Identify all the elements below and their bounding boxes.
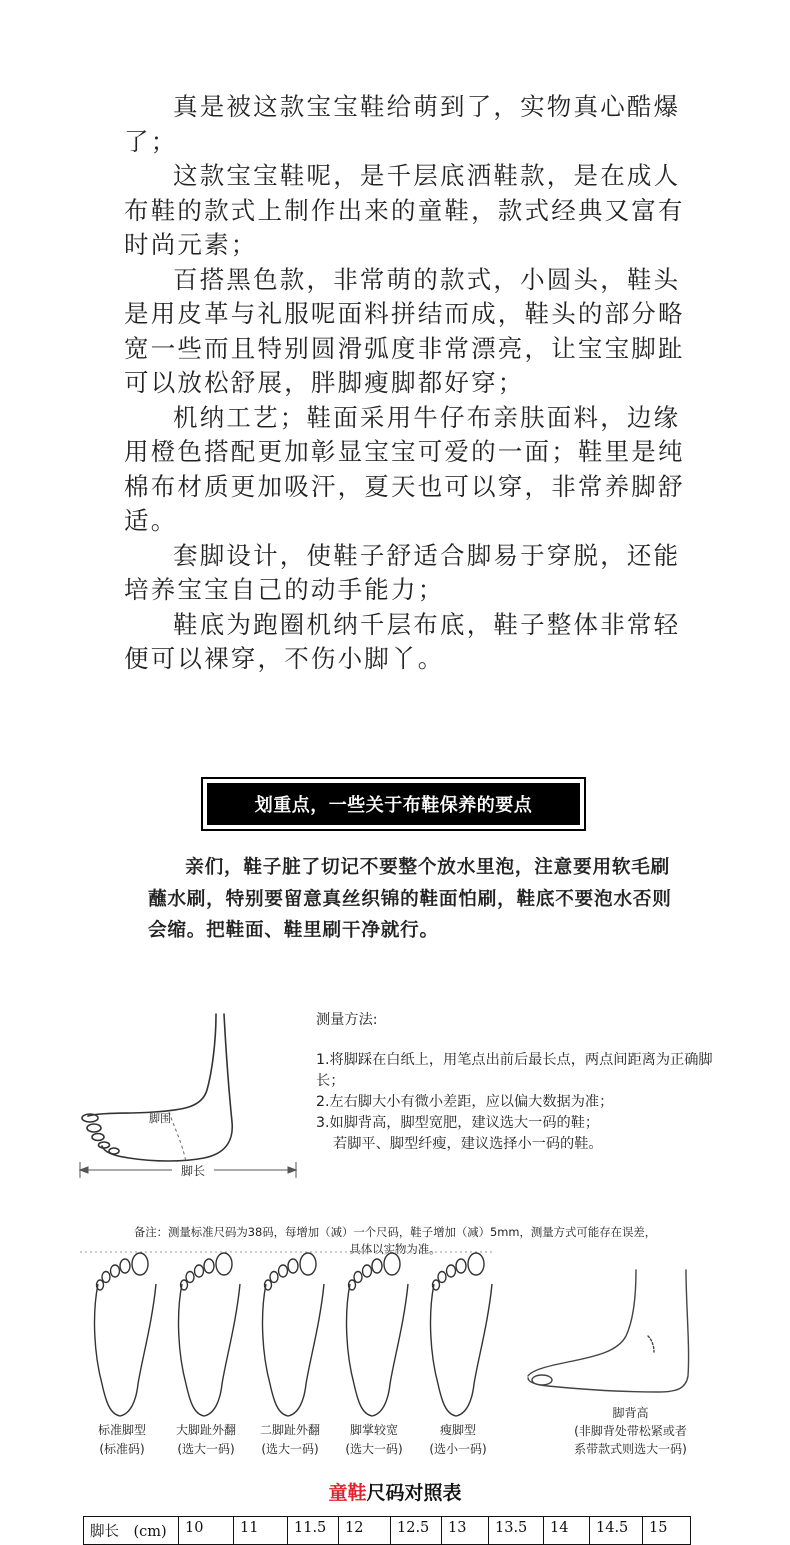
foot-type-advice: (选大一码) [177, 1442, 235, 1456]
description-paragraph: 机纳工艺；鞋面采用牛仔布亲肤面料，边缘用橙色搭配更加彰显宝宝可爱的一面；鞋里是纯棉布材质更加吸汗，夏天也可以穿，非常养脚舒适。 [124, 402, 685, 535]
size-chart-table [83, 1516, 691, 1545]
measurement-note-line: 备注：测量标准尺码为38码，每增加（减）一个尺码，鞋子增加（减）5mm，测量方式可能存在误差， [133, 1225, 657, 1239]
high-instep-label [548, 1404, 713, 1458]
size-row-label: 脚长 (cm) [84, 1517, 179, 1545]
size-cell: 14.5 [590, 1517, 643, 1545]
foot-type-name: 瘦脚型 [439, 1423, 476, 1437]
measurement-step: 若脚平、脚型纤瘦，建议选择小一码的鞋。 [333, 1136, 603, 1152]
size-cell: 15 [643, 1517, 691, 1545]
foot-type-advice: (选大一码) [345, 1442, 403, 1456]
table-row [84, 1517, 691, 1545]
foot-length-label: 脚长 [180, 1164, 206, 1178]
size-cell: 11 [234, 1517, 288, 1545]
foot-type-name: 大脚趾外翻 [175, 1423, 236, 1437]
instep-girth-label: 脚围 [149, 1112, 171, 1125]
size-cell: 13 [442, 1517, 489, 1545]
care-instructions: 亲们，鞋子脏了切记不要整个放水里泡，注意要用软毛刷蘸水刷，特别要留意真丝织锦的鞋面怕刷，鞋底不要泡水否则会缩。把鞋面、鞋里刷干净就行。 [148, 857, 672, 941]
foot-type-slim [414, 1421, 502, 1459]
instep-name: 脚背高 [612, 1406, 649, 1420]
foot-type-wide [330, 1421, 418, 1459]
measurement-step: 2.左右脚大小有微小差距，应以偏大数据为准； [316, 1094, 614, 1110]
foot-type-name: 脚掌较宽 [349, 1423, 398, 1437]
measurement-method [316, 1010, 736, 1155]
description-paragraph: 套脚设计，使鞋子舒适合脚易于穿脱，还能培养宝宝自己的动手能力； [124, 540, 681, 604]
foot-type-advice: (选小一码) [429, 1442, 487, 1456]
foot-side-illustration [74, 1012, 304, 1182]
size-cell: 14 [544, 1517, 590, 1545]
description-paragraph: 这款宝宝鞋呢，是千层底洒鞋款，是在成人布鞋的款式上制作出来的童鞋，款式经典又富有时尚元素； [124, 161, 685, 259]
size-chart-title-rest: 尺码对照表 [366, 1482, 462, 1504]
product-description [124, 90, 690, 677]
description-paragraph: 百搭黑色款，非常萌的款式，小圆头，鞋头是用皮革与礼服呢面料拼结而成，鞋头的部分略宽一些而且特别圆滑弧度非常漂亮，让宝宝脚趾可以放松舒展，胖脚瘦脚都好穿； [124, 264, 685, 397]
foot-type-name: 标准脚型 [97, 1423, 146, 1437]
description-paragraph: 鞋底为跑圈机纳千层布底，鞋子整体非常轻便可以裸穿，不伤小脚丫。 [124, 609, 681, 673]
high-instep-illustration [518, 1266, 703, 1400]
size-cell: 10 [179, 1517, 234, 1545]
foot-type-second-toe-valgus [246, 1421, 334, 1459]
measurement-step: 1.将脚踩在白纸上，用笔点出前后最长点，两点间距离为正确脚长； [316, 1052, 713, 1089]
size-cell: 13.5 [489, 1517, 544, 1545]
foot-type-advice: (选大一码) [261, 1442, 319, 1456]
foot-type-name: 二脚趾外翻 [259, 1423, 320, 1437]
size-cell: 12.5 [391, 1517, 442, 1545]
size-chart-title [0, 1478, 790, 1505]
care-banner [201, 777, 586, 831]
size-chart-title-highlight: 童鞋 [328, 1482, 367, 1504]
measurement-step: 3.如脚背高，脚型宽肥，建议选大一码的鞋； [316, 1115, 600, 1131]
instep-advice: (非脚背处带松紧或者 [574, 1424, 687, 1438]
description-paragraph: 真是被这款宝宝鞋给萌到了，实物真心酷爆了； [124, 92, 681, 156]
foot-types-illustration [80, 1244, 500, 1424]
foot-type-standard [78, 1421, 166, 1459]
measurement-note-line: 具体以实物为准。 [349, 1242, 441, 1256]
size-cell: 11.5 [288, 1517, 339, 1545]
measurement-title: 测量方法: [316, 1012, 378, 1028]
foot-type-advice: (标准码) [99, 1442, 145, 1456]
care-banner-text: 划重点，一些关于布鞋保养的要点 [207, 783, 580, 825]
foot-type-big-toe-valgus [162, 1421, 250, 1459]
size-cell: 12 [339, 1517, 391, 1545]
instep-advice: 系带款式则选大一码) [574, 1442, 687, 1456]
